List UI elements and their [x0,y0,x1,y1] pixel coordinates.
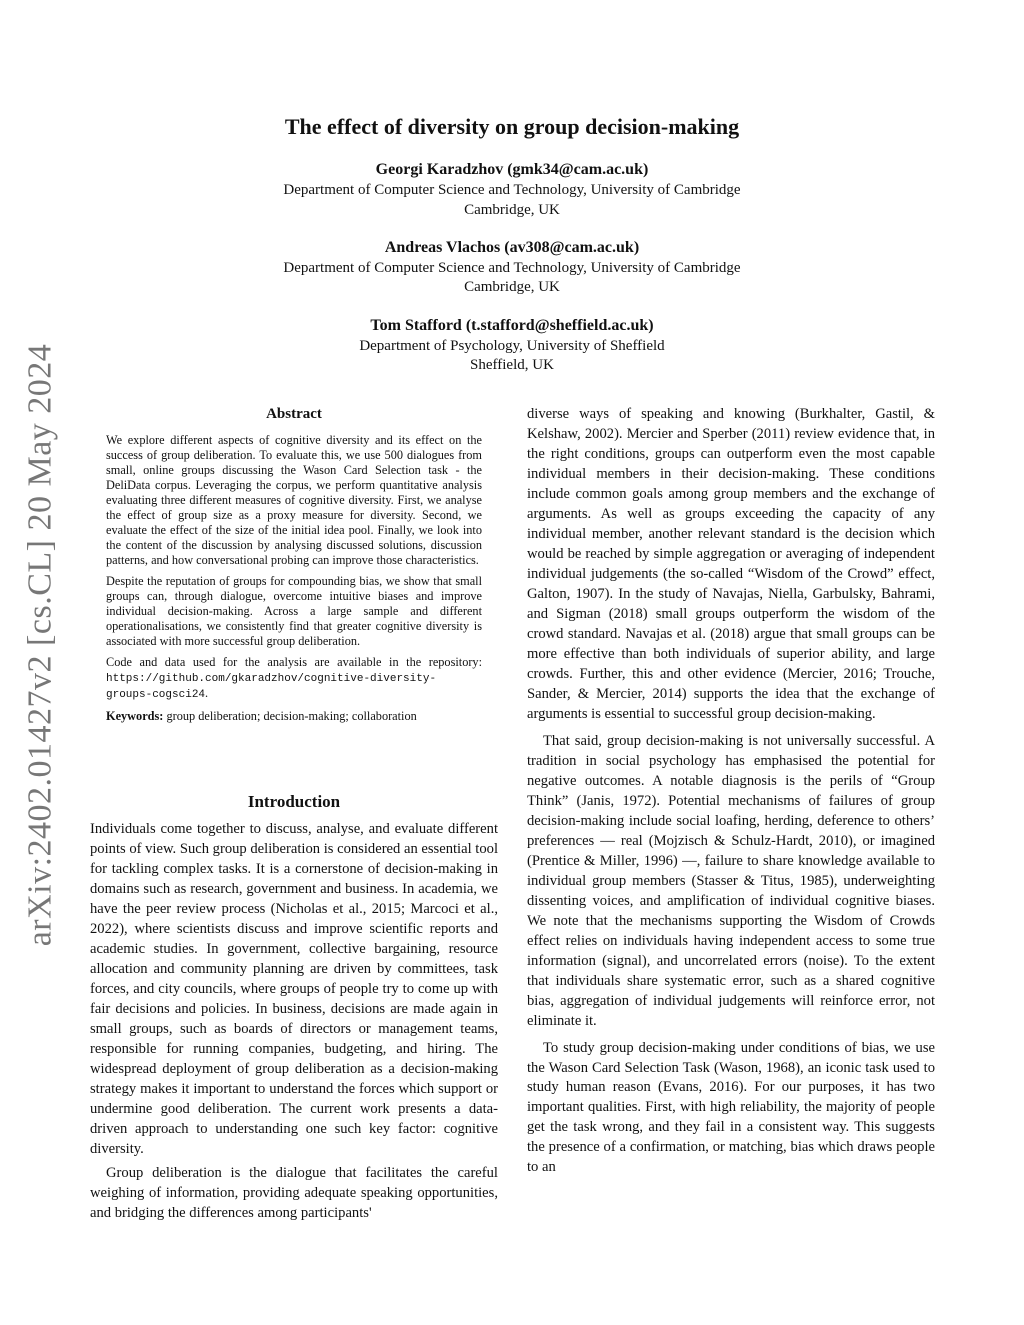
repository-link[interactable]: https://github.com/gkaradzhov/cognitive-diversity-groups-cogsci24 [106,673,437,702]
author-block [150,316,874,376]
author-location: Sheffield, UK [470,357,554,374]
body-paragraph: Group deliberation is the dialogue that facilitates the careful weighing of information, providing adequate speaking opportunities, and bridging the differences among participants' [90,1164,498,1221]
author-location: Cambridge, UK [464,279,560,296]
author-affiliation: Department of Computer Science and Technology, University of Cambridge [283,182,741,199]
paper-title: The effect of diversity on group decision-making [284,114,740,139]
author-name: Tom Stafford (t.stafford@sheffield.ac.uk) [370,316,654,334]
author-name: Georgi Karadzhov (gmk34@cam.ac.uk) [375,161,649,179]
author-affiliation: Department of Computer Science and Technology, University of Cambridge [283,259,741,276]
body-paragraph: diverse ways of speaking and knowing (Burkhalter, Gastil, & Kelshaw, 2002). Mercier and Sperber (2011) review evidence that, in the right conditions, groups can outperform even the most capable individual members in their decision-making. These conditions include common goals among group members and the exchange of arguments. As well as groups exceeding the capacity of any individual member, another relevant standard is the decision which would be reached by simple aggregation or averaging of independent individual judgements (the so-called “Wisdom of the Crowd” effect, Galton, 1907). In the study of Navajas, Niella, Garbulsky, Bahrami, and Sigman (2018) small groups outperform the wisdom of the crowd standard. Navajas et al. (2018) argue that small groups can be more effective than both individuals of superior ability, and large crowds. Further, this and other evidence (Mercier, 2016; Trouche, Sander, & Mercier, 2014) supports the idea that the exchange of arguments is essential to successful group decision-making. [527,406,935,722]
author-affiliation: Department of Psychology, University of Sheffield [359,337,665,354]
author-block [150,160,874,220]
keywords-label: Keywords: [106,708,164,723]
code-availability [106,655,482,703]
body-paragraph: Individuals come together to discuss, analyse, and evaluate different points of view. Such group deliberation is considered an essential tool for tackling complex tasks. It is a cornerstone of decision-making in domains such as research, government and business. In academia, we have the peer review process (Nicholas et al., 2015; Marcoci et al., 2022), where scientists discuss and improve scientific reports and academic studies. In government, collective bargaining, resource allocation and community planning are driven by committees, task forces, and city councils, where groups of people try to come up with fair decisions and policies. In business, decisions are made again in small groups, such as boards of directors or management teams, responsible for running companies, budgeting, and hiring. The widespread deployment of group deliberation as a decision-making strategy makes it important to understand the forces which support or undermine good deliberation. The current work presents a data-driven approach to understanding one such key factor: cognitive diversity. [90,821,498,1157]
arxiv-stamp [10,345,70,945]
body-paragraph: That said, group decision-making is not universally successful. A tradition in social psychology has emphasised the potential for negative outcomes. A notable diagnosis is the perils of “Group Think” (Janis, 1972). Potential mechanisms of failures of group decision-making include social loafing, herding, deference to others’ preferences — real (Mojzisch & Schulz-Hardt, 2010), or imagined (Prentice & Miller, 1996) —, failure to share knowledge available to individual group members (Stasser & Titus, 1985), underweighting dissenting voices, and amplification of individual cognitive biases. We note that the mechanisms supporting the Wisdom of Crowds effect relies on individuals having independent access to some true information (signal), and uncorrelated errors (noise). To the extent that individuals share systematic error, such as a shared cognitive bias, aggregation of individual judgements will reinforce error, not eliminate it. [527,732,935,1029]
right-column [527,405,935,1185]
abstract-heading: Abstract [266,406,322,422]
keywords [106,709,482,724]
code-availability-text: Code and data used for the analysis are available in the repository: [106,655,482,669]
body-paragraph: To study group decision-making under conditions of bias, we use the Wason Card Selection Task (Wason, 1968), an iconic task used to study human reason (Evans, 2016). For our purposes, it has two important qualities. First, with high reliability, the majority of people get the task wrong, and they fail in a consistent way. This suggests the presence of a confirmation, or matching, bias which draws people to an [527,1039,935,1176]
author-location: Cambridge, UK [464,201,560,218]
left-column [90,820,498,1228]
keywords-list: group deliberation; decision-making; collaboration [163,708,417,723]
introduction-heading: Introduction [247,792,341,811]
abstract-paragraph: Despite the reputation of groups for compounding bias, we show that small groups can, through dialogue, overcome intuitive biases and improve individual decision-making. Across a large sample and different operationalisations, we consistently find that greater cognitive diversity is associated with more successful group deliberation. [106,574,482,648]
abstract [106,406,482,730]
abstract-paragraph: We explore different aspects of cognitive diversity and its effect on the success of group deliberation. To evaluate this, we use 500 dialogues from small, online groups discussing the Wason Card Selection task - the DeliData corpus. Leveraging the corpus, we perform quantitative analysis evaluating three different measures of cognitive diversity. First, we analyse the effect of group size as a proxy measure for diversity. Second, we evaluate the effect of the size of the initial idea pool. Finally, we look into the content of the discussion by analysing discussed solutions, discussion patterns, and how conversational probing can improve those characteristics. [106,433,482,567]
author-name: Andreas Vlachos (av308@cam.ac.uk) [384,239,640,257]
paper-header [150,114,874,394]
arxiv-id: arXiv:2402.01427v2 [cs.CL] 20 May 2024 [21,343,59,947]
author-block [150,238,874,298]
code-availability-end: . [205,686,209,701]
